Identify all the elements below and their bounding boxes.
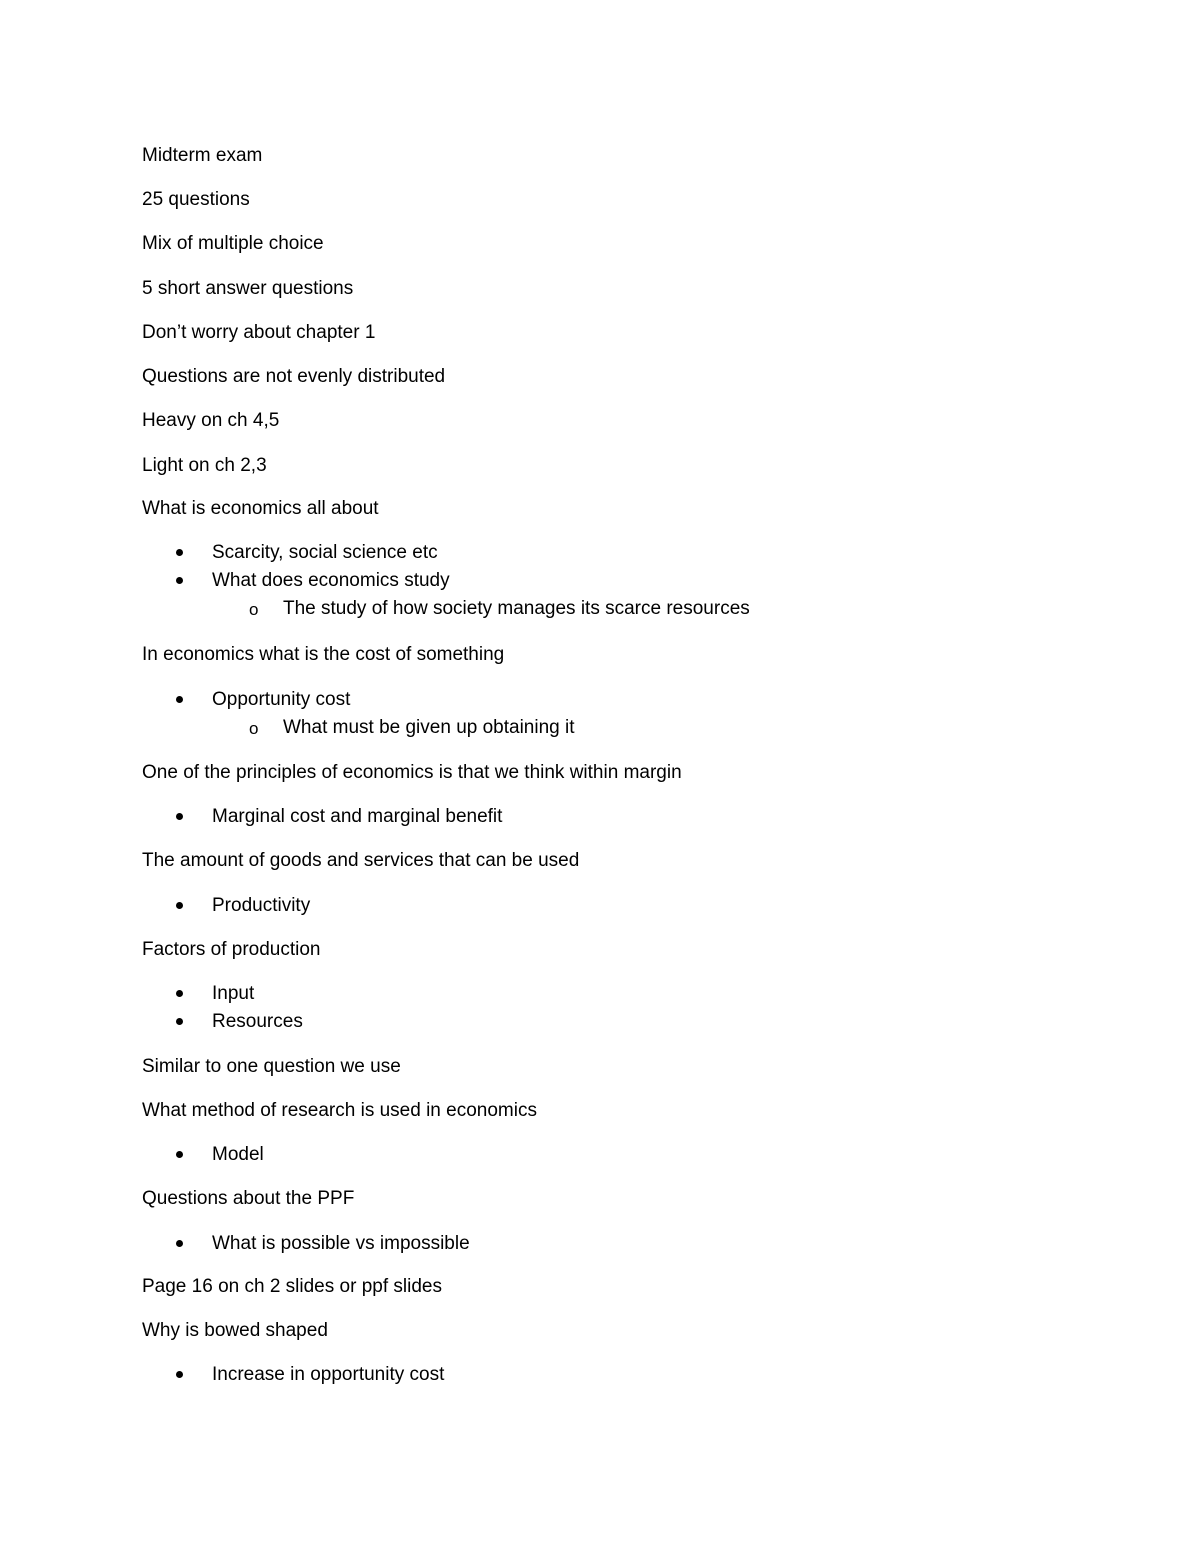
sub-bullet-icon: o — [249, 600, 259, 619]
paragraph: In economics what is the cost of something — [142, 644, 505, 665]
bullet-icon — [176, 990, 183, 997]
bullet-icon — [176, 813, 183, 820]
paragraph: 25 questions — [142, 189, 250, 210]
bullet-item: What is possible vs impossible — [212, 1233, 470, 1254]
bullet-item: Marginal cost and marginal benefit — [212, 806, 503, 827]
bullet-icon — [176, 902, 183, 909]
paragraph: One of the principles of economics is that we think within margin — [142, 762, 682, 783]
bullet-item: Increase in opportunity cost — [212, 1364, 445, 1385]
bullet-item: Model — [212, 1144, 264, 1165]
sub-bullet-item: The study of how society manages its scarce resources — [283, 598, 750, 619]
paragraph: Why is bowed shaped — [142, 1320, 328, 1341]
sub-bullet-item: What must be given up obtaining it — [283, 717, 575, 738]
bullet-item: Resources — [212, 1011, 303, 1032]
paragraph: The amount of goods and services that can be used — [142, 850, 580, 871]
bullet-icon — [176, 549, 183, 556]
bullet-icon — [176, 696, 183, 703]
bullet-item: Opportunity cost — [212, 689, 351, 710]
bullet-item: What does economics study — [212, 570, 450, 591]
paragraph: Factors of production — [142, 939, 321, 960]
bullet-icon — [176, 1018, 183, 1025]
bullet-icon — [176, 1371, 183, 1378]
paragraph: Mix of multiple choice — [142, 233, 324, 254]
paragraph: Heavy on ch 4,5 — [142, 410, 280, 431]
paragraph: Page 16 on ch 2 slides or ppf slides — [142, 1276, 442, 1297]
paragraph: Don’t worry about chapter 1 — [142, 322, 376, 343]
paragraph: 5 short answer questions — [142, 278, 354, 299]
paragraph: Questions are not evenly distributed — [142, 366, 446, 387]
paragraph: What is economics all about — [142, 498, 379, 519]
sub-bullet-icon: o — [249, 719, 259, 738]
bullet-icon — [176, 1240, 183, 1247]
bullet-item: Productivity — [212, 895, 311, 916]
paragraph: Similar to one question we use — [142, 1056, 401, 1077]
paragraph: What method of research is used in economics — [142, 1100, 537, 1121]
paragraph: Questions about the PPF — [142, 1188, 355, 1209]
paragraph: Light on ch 2,3 — [142, 455, 267, 476]
bullet-item: Input — [212, 983, 255, 1004]
bullet-icon — [176, 1151, 183, 1158]
bullet-item: Scarcity, social science etc — [212, 542, 438, 563]
paragraph: Midterm exam — [142, 145, 263, 166]
bullet-icon — [176, 577, 183, 584]
